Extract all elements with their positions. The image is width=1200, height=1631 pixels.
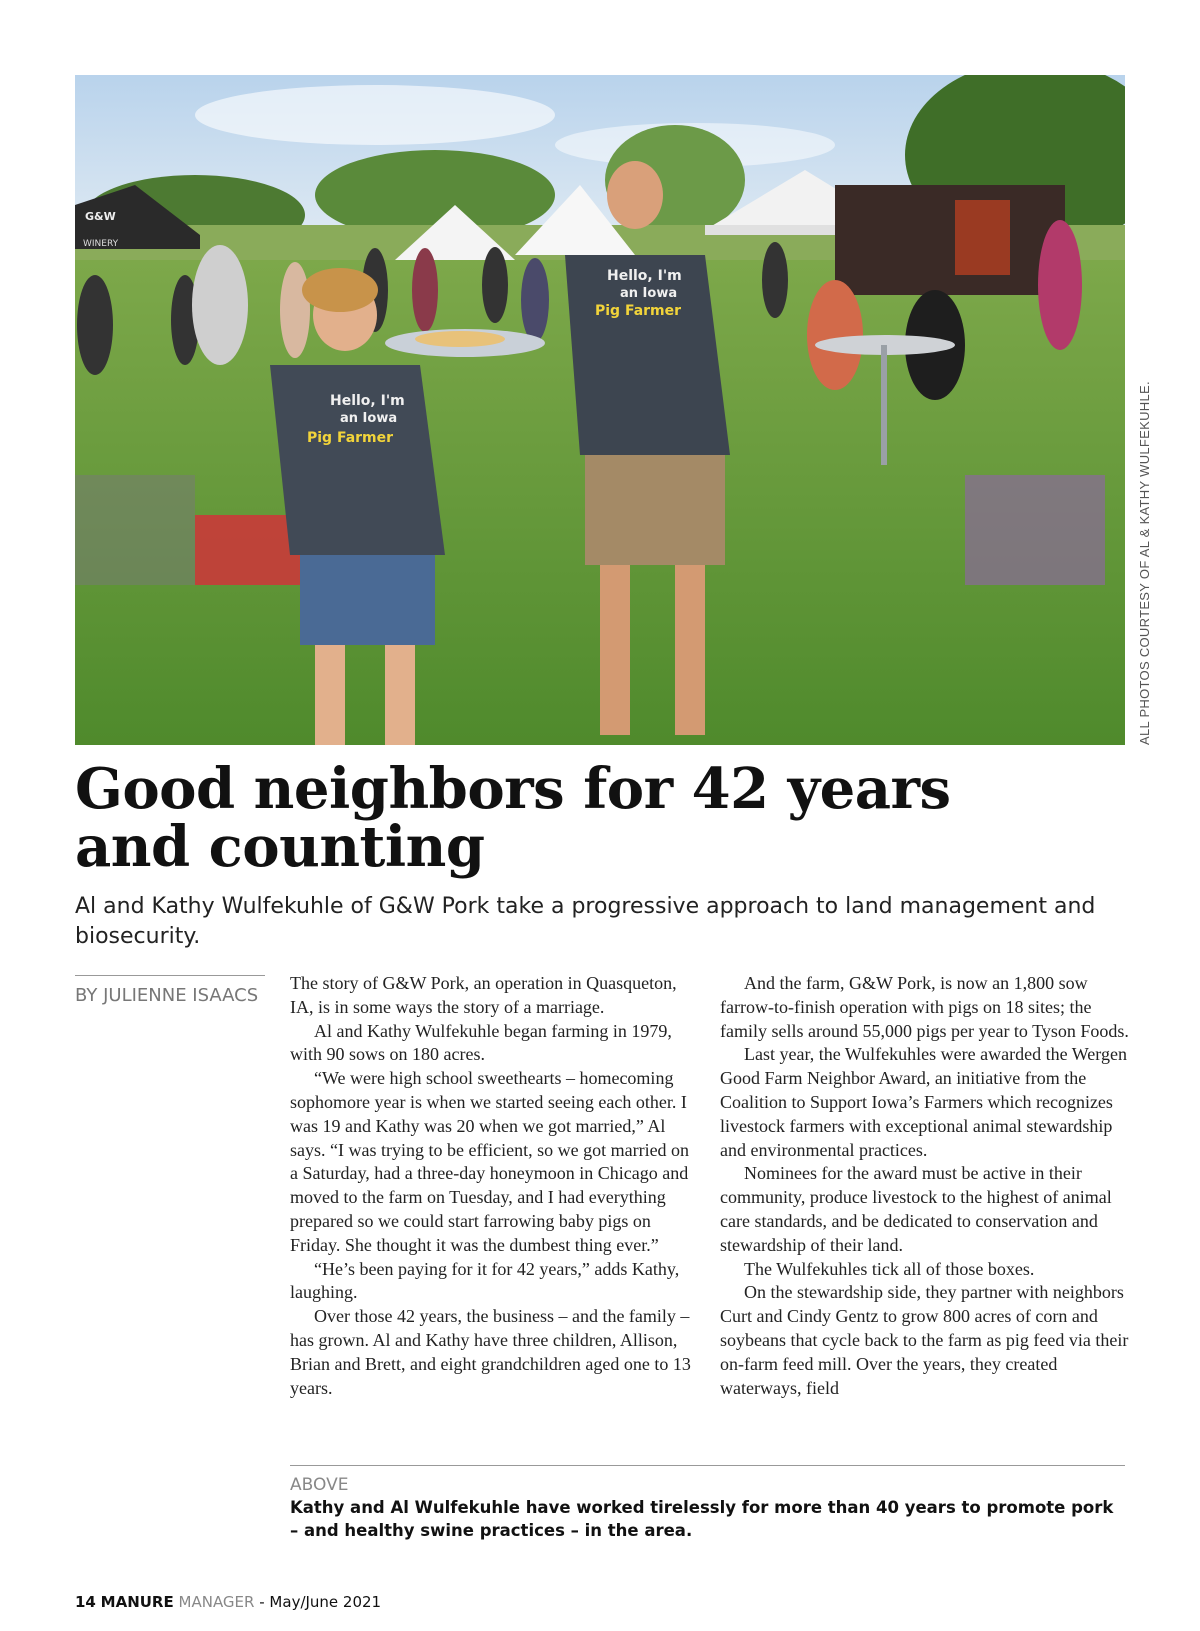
- caption-divider: [290, 1465, 1125, 1466]
- woman-shirt-line3: Pig Farmer: [307, 430, 394, 446]
- magazine-name-light: MANAGER: [178, 1593, 255, 1611]
- paragraph: The story of G&W Pork, an operation in Quasqueton, IA, is in some ways the story of a marriage.: [290, 973, 677, 1017]
- paragraph: Last year, the Wulfekuhles were awarded the Wergen Good Farm Neighbor Award, an initiative from the Coalition to Support Iowa’s Farmers which recognizes livestock farmers with exceptional animal stewardship and environmental practices.: [720, 1044, 1127, 1160]
- man-shirt-line3: Pig Farmer: [595, 303, 682, 319]
- paragraph: The Wulfekuhles tick all of those boxes.: [744, 1258, 1035, 1279]
- tent-logo-text: G&W: [85, 210, 116, 223]
- paragraph: Over those 42 years, the business – and the family – has grown. Al and Kathy have three children, Allison, Brian and Brett, and eight grandchildren aged one to 13 years.: [290, 1306, 691, 1398]
- caption-text: Kathy and Al Wulfekuhle have worked tirelessly for more than 40 years to promote pork – and healthy swine practices – in the area.: [290, 1498, 1114, 1540]
- body-column-2: [720, 972, 1130, 1400]
- paragraph: “We were high school sweethearts – homecoming sophomore year is when we started seeing each other. I was 19 and Kathy was 20 when we got married,” Al says. “I was trying to be efficient, so we got married on a Saturday, had a three-day honeymoon in Chicago and moved to the farm on Tuesday, and I had everything prepared so we could start farrowing baby pigs on Friday. She thought it was the dumbest thing ever.”: [290, 1068, 690, 1255]
- tent-sign-text: WINERY: [83, 239, 119, 249]
- headline-line-2: and counting: [75, 814, 485, 880]
- festival-photo-illustration: [75, 75, 1125, 745]
- caption-label: ABOVE: [290, 1475, 349, 1495]
- man-shirt-line2: an Iowa: [620, 286, 678, 301]
- magazine-name-bold: MANURE: [100, 1593, 174, 1611]
- paragraph: On the stewardship side, they partner with neighbors Curt and Cindy Gentz to grow 800 acres of corn and soybeans that cycle back to the farm as pig feed via their on-farm feed mill. Over the years, they created waterways, field: [720, 1282, 1129, 1398]
- feature-photo: [75, 75, 1125, 745]
- byline-divider: [75, 975, 265, 976]
- issue-date: - May/June 2021: [259, 1593, 382, 1611]
- paragraph: Al and Kathy Wulfekuhle began farming in 1979, with 90 sows on 180 acres.: [290, 1020, 672, 1065]
- man-shirt-line1: Hello, I'm: [607, 268, 682, 284]
- photo-credit: ALL PHOTOS COURTESY OF AL & KATHY WULFEKUHLE.: [1137, 381, 1152, 745]
- article-headline: [75, 756, 1135, 880]
- body-column-1: [290, 972, 700, 1400]
- headline-line-1: Good neighbors for 42 years: [75, 756, 951, 822]
- page-number: 14: [75, 1593, 96, 1611]
- woman-shirt-line2: an Iowa: [340, 411, 398, 426]
- woman-shirt-line1: Hello, I'm: [330, 393, 405, 409]
- article-dek: Al and Kathy Wulfekuhle of G&W Pork take a progressive approach to land management and biosecurity.: [75, 894, 1096, 949]
- page-footer: [75, 1593, 381, 1611]
- article-byline: BY JULIENNE ISAACS: [75, 985, 259, 1006]
- paragraph: “He’s been paying for it for 42 years,” adds Kathy, laughing.: [290, 1258, 680, 1303]
- paragraph: Nominees for the award must be active in their community, produce livestock to the highest of animal care standards, and be dedicated to conservation and stewardship of their land.: [720, 1163, 1112, 1255]
- paragraph: And the farm, G&W Pork, is now an 1,800 sow farrow-to-finish operation with pigs on 18 sites; the family sells around 55,000 pigs per year to Tyson Foods.: [720, 973, 1129, 1041]
